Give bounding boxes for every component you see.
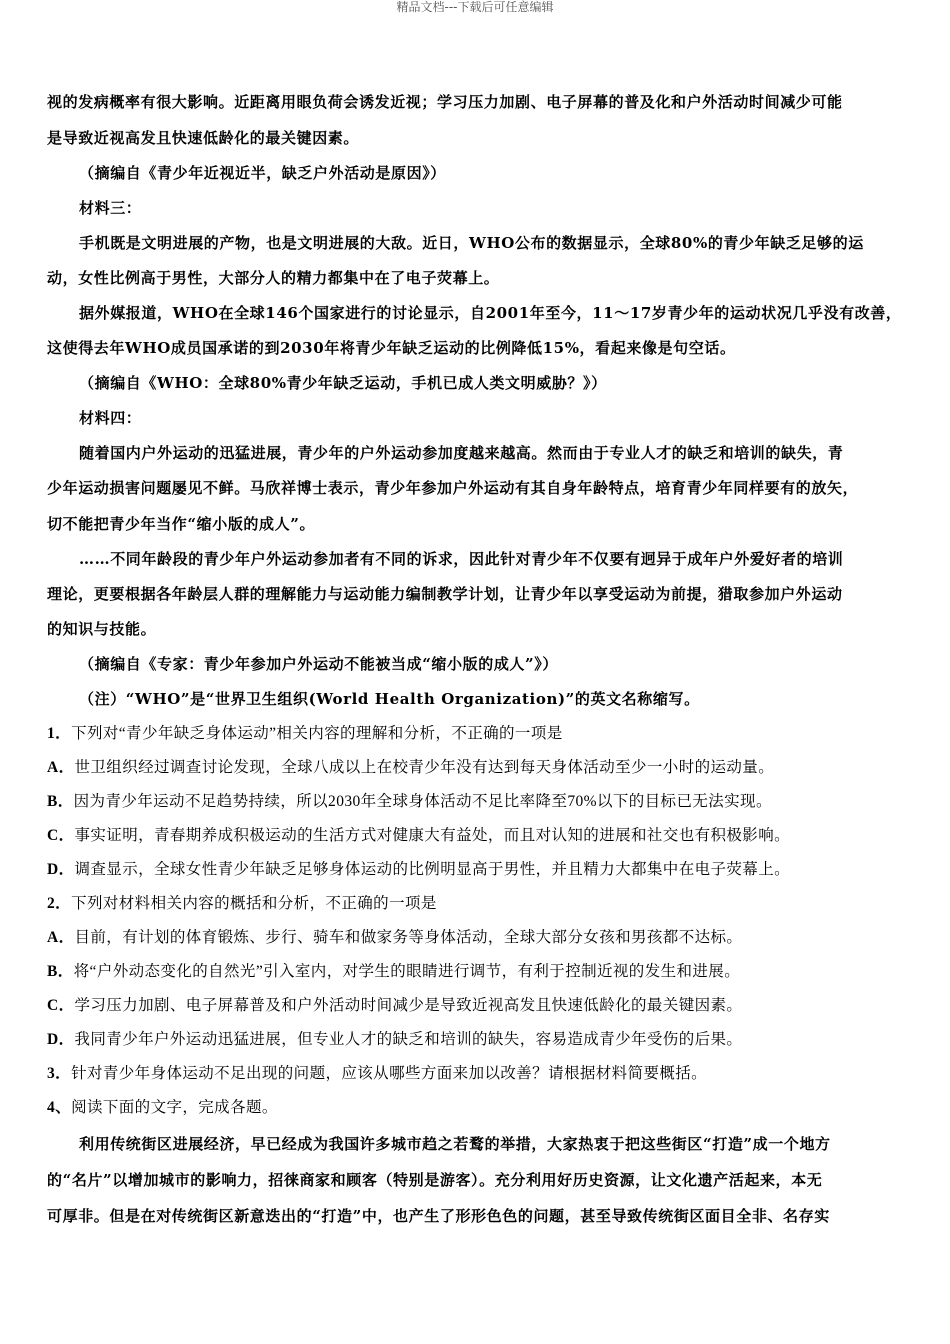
text-line: 切不能把青少年当作“缩小版的成人”。: [47, 515, 316, 533]
option-item: [47, 826, 909, 846]
text-line: 手机既是文明进展的产物，也是文明进展的大敌。近日，WHO公布的数据显示，全球80%的青少年缺乏足够的运: [79, 234, 864, 252]
text-line: 动，女性比例高于男性，大部分人的精力都集中在了电子荧幕上。: [47, 269, 500, 287]
option-item: [47, 1030, 909, 1050]
option-text: 因为青少年运动不足趋势持续，所以2030年全球身体活动不足比率降至70%以下的目标已无法实现。: [73, 793, 772, 810]
text-line: 理论，更要根据各年龄层人群的理解能力与运动能力编制教学计划，让青少年以享受运动为前提，猎取参加户外运动: [47, 585, 843, 603]
passage-line: 的“名片”以增加城市的影响力，招徕商家和顾客（特别是游客）。充分利用好历史资源，让文化遗产活起来，本无: [47, 1171, 823, 1189]
option-text: 学习压力加剧、电子屏幕普及和户外活动时间减少是导致近视高发且快速低龄化的最关键因素。: [74, 997, 743, 1014]
question-item: [47, 1064, 909, 1084]
option-letter: C．: [47, 827, 75, 844]
text-line: 少年运动损害问题屡见不鲜。马欣祥博士表示，青少年参加户外运动有其自身年龄特点，培育青少年同样要有的放矢，: [47, 479, 859, 497]
question-text: 下列对材料相关内容的概括和分析，不正确的一项是: [71, 895, 437, 912]
note-line: （注）“WHO”是“世界卫生组织(World Health Organization)”的英文名称缩写。: [79, 690, 700, 708]
passage-line: 可厚非。但是在对传统街区新意迭出的“打造”中，也产生了形形色色的问题，甚至导致传统街区面目全非、名存实: [47, 1207, 830, 1225]
option-item: [47, 792, 909, 812]
text-line: 的知识与技能。: [47, 620, 157, 638]
option-item: [47, 860, 909, 880]
section-heading: 材料四：: [79, 409, 142, 427]
option-text: 我同青少年户外运动迅猛进展，但专业人才的缺乏和培训的缺失，容易造成青少年受伤的后果。: [74, 1031, 743, 1048]
question-number: 3．: [47, 1065, 72, 1082]
question-item: [47, 724, 909, 744]
option-text: 事实证明，青春期养成积极运动的生活方式对健康大有益处，而且对认知的进展和社交也有积极影响。: [74, 827, 791, 844]
question-text: 阅读下面的文字，完成各题。: [71, 1099, 278, 1116]
question-number: 1．: [47, 725, 72, 742]
section-heading: 材料三：: [79, 199, 142, 217]
text-line: 这使得去年WHO成员国承诺的到2030年将青少年缺乏运动的比例降低15%，看起来像是句空话。: [47, 339, 736, 357]
option-letter: C．: [47, 997, 75, 1014]
option-item: [47, 928, 909, 948]
source-citation: （摘编自《WHO：全球80%青少年缺乏运动，手机已成人类文明威胁？》）: [79, 374, 607, 392]
question-item: [47, 1098, 909, 1118]
text-line: 随着国内户外运动的迅猛进展，青少年的户外运动参加度越来越高。然而由于专业人才的缺乏和培训的缺失，青: [79, 444, 844, 462]
option-text: 将“户外动态变化的自然光”引入室内，对学生的眼睛进行调节，有利于控制近视的发生和进展。: [73, 963, 741, 980]
option-text: 世卫组织经过调查讨论发现，全球八成以上在校青少年没有达到每天身体活动至少一小时的运动量。: [74, 759, 775, 776]
question-text: 下列对“青少年缺乏身体运动”相关内容的理解和分析，不正确的一项是: [71, 725, 563, 742]
option-text: 目前，有计划的体育锻炼、步行、骑车和做家务等身体活动，全球大部分女孩和男孩都不达标。: [74, 929, 743, 946]
option-letter: B．: [47, 793, 74, 810]
page-header: 精品文档---下载后可任意编辑: [396, 0, 554, 14]
question-number: 4、: [47, 1099, 72, 1116]
text-line: 视的发病概率有很大影响。近距离用眼负荷会诱发近视；学习压力加剧、电子屏幕的普及化和户外活动时间减少可能: [47, 93, 843, 111]
text-line: 是导致近视高发且快速低龄化的最关键因素。: [47, 129, 360, 147]
question-item: [47, 894, 909, 914]
text-line: 据外媒报道，WHO在全球146个国家进行的讨论显示，自2001年至今，11～17岁青少年的运动状况几乎没有改善，: [79, 304, 902, 322]
option-letter: D．: [47, 1031, 75, 1048]
source-citation: （摘编自《青少年近视近半，缺乏户外活动是原因》）: [79, 164, 446, 182]
option-item: [47, 996, 909, 1016]
option-item: [47, 758, 909, 778]
option-item: [47, 962, 909, 982]
passage-line: 利用传统街区进展经济，早已经成为我国许多城市趋之若鹜的举措，大家热衷于把这些街区“打造”成一个地方: [79, 1135, 831, 1153]
option-text: 调查显示，全球女性青少年缺乏足够身体运动的比例明显高于男性，并且精力大都集中在电子荧幕上。: [74, 861, 791, 878]
question-number: 2．: [47, 895, 72, 912]
option-letter: B．: [47, 963, 74, 980]
source-citation: （摘编自《专家：青少年参加户外运动不能被当成“缩小版的成人”》）: [79, 655, 558, 673]
option-letter: D．: [47, 861, 75, 878]
option-letter: A．: [47, 759, 75, 776]
text-line: ……不同年龄段的青少年户外运动参加者有不同的诉求，因此针对青少年不仅要有迥异于成年户外爱好者的培训: [79, 550, 844, 568]
option-letter: A．: [47, 929, 75, 946]
question-text: 针对青少年身体运动不足出现的问题，应该从哪些方面来加以改善？请根据材料简要概括。: [71, 1065, 708, 1082]
